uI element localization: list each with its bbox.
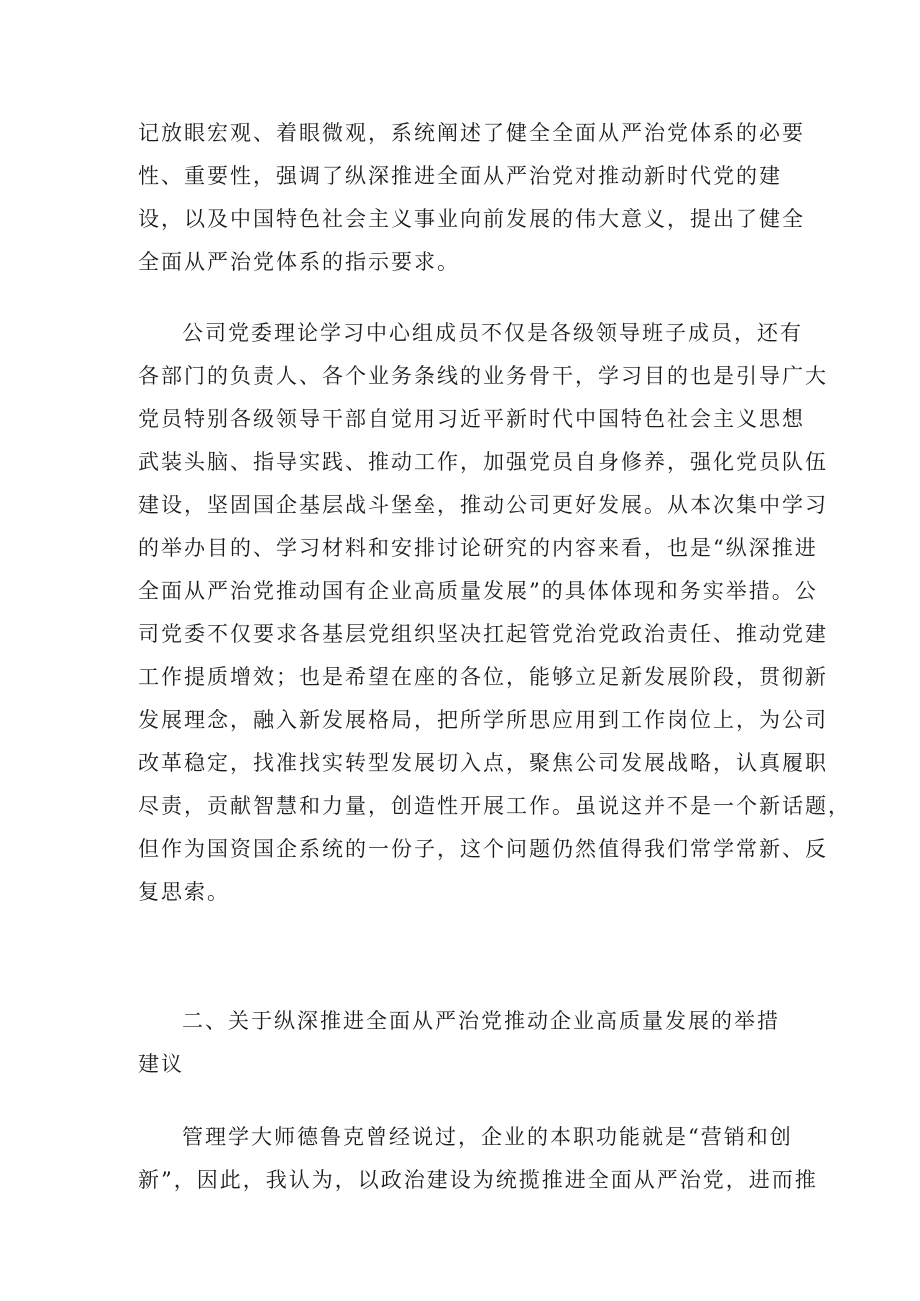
paragraph-line: 但作为国资国企系统的一份子，这个问题仍然值得我们常学常新、反 [138,837,828,861]
paragraph-line: 性、重要性，强调了纵深推进全面从严治党对推动新时代党的建 [138,164,782,188]
paragraph-line: 改革稳定，找准找实转型发展切入点，聚焦公司发展战略，认真履职 [138,751,828,775]
paragraph-line: 工作提质增效；也是希望在座的各位，能够立足新发展阶段，贯彻新 [138,665,828,689]
paragraph-line: 武装头脑、指导实践、推动工作，加强党员自身修养，强化党员队伍 [138,450,828,474]
paragraph-line: 全面从严治党体系的指示要求。 [138,250,460,274]
heading-line: 建议 [138,1052,184,1076]
paragraph-line: 党员特别各级领导干部自觉用习近平新时代中国特色社会主义思想 [138,407,805,431]
paragraph-line: 公司党委理论学习中心组成员不仅是各级领导班子成员，还有 [182,321,803,345]
paragraph-line: 管理学大师德鲁克曾经说过，企业的本职功能就是“营销和创 [182,1125,793,1149]
paragraph-line: 全面从严治党推动国有企业高质量发展”的具体体现和务实举措。公 [138,579,818,603]
paragraph-1 [138,112,805,284]
section-heading [138,1000,778,1086]
heading-line: 二、关于纵深推进全面从严治党推动企业高质量发展的举措 [182,1009,780,1033]
paragraph-line: 发展理念，融入新发展格局，把所学所思应用到工作岗位上，为公司 [138,708,828,732]
paragraph-line: 建设，坚固国企基层战斗堡垒，推动公司更好发展。从本次集中学习 [138,493,828,517]
paragraph-3 [138,1116,818,1202]
paragraph-line: 司党委不仅要求各基层党组织坚决扛起管党治党政治责任、推动党建 [138,622,828,646]
paragraph-line: 新”，因此，我认为，以政治建设为统揽推进全面从严治党，进而推 [138,1168,818,1192]
paragraph-line: 尽责，贡献智慧和力量，创造性开展工作。虽说这并不是一个新话题， [138,794,851,818]
paragraph-line: 复思索。 [138,880,230,904]
paragraph-2 [138,312,851,914]
paragraph-line: 记放眼宏观、着眼微观，系统阐述了健全全面从严治党体系的必要 [138,121,805,145]
paragraph-line: 的举办目的、学习材料和安排讨论研究的内容来看，也是“纵深推进 [138,536,818,560]
paragraph-line: 各部门的负责人、各个业务条线的业务骨干，学习目的也是引导广大 [138,364,828,388]
paragraph-line: 设，以及中国特色社会主义事业向前发展的伟大意义，提出了健全 [138,207,805,231]
